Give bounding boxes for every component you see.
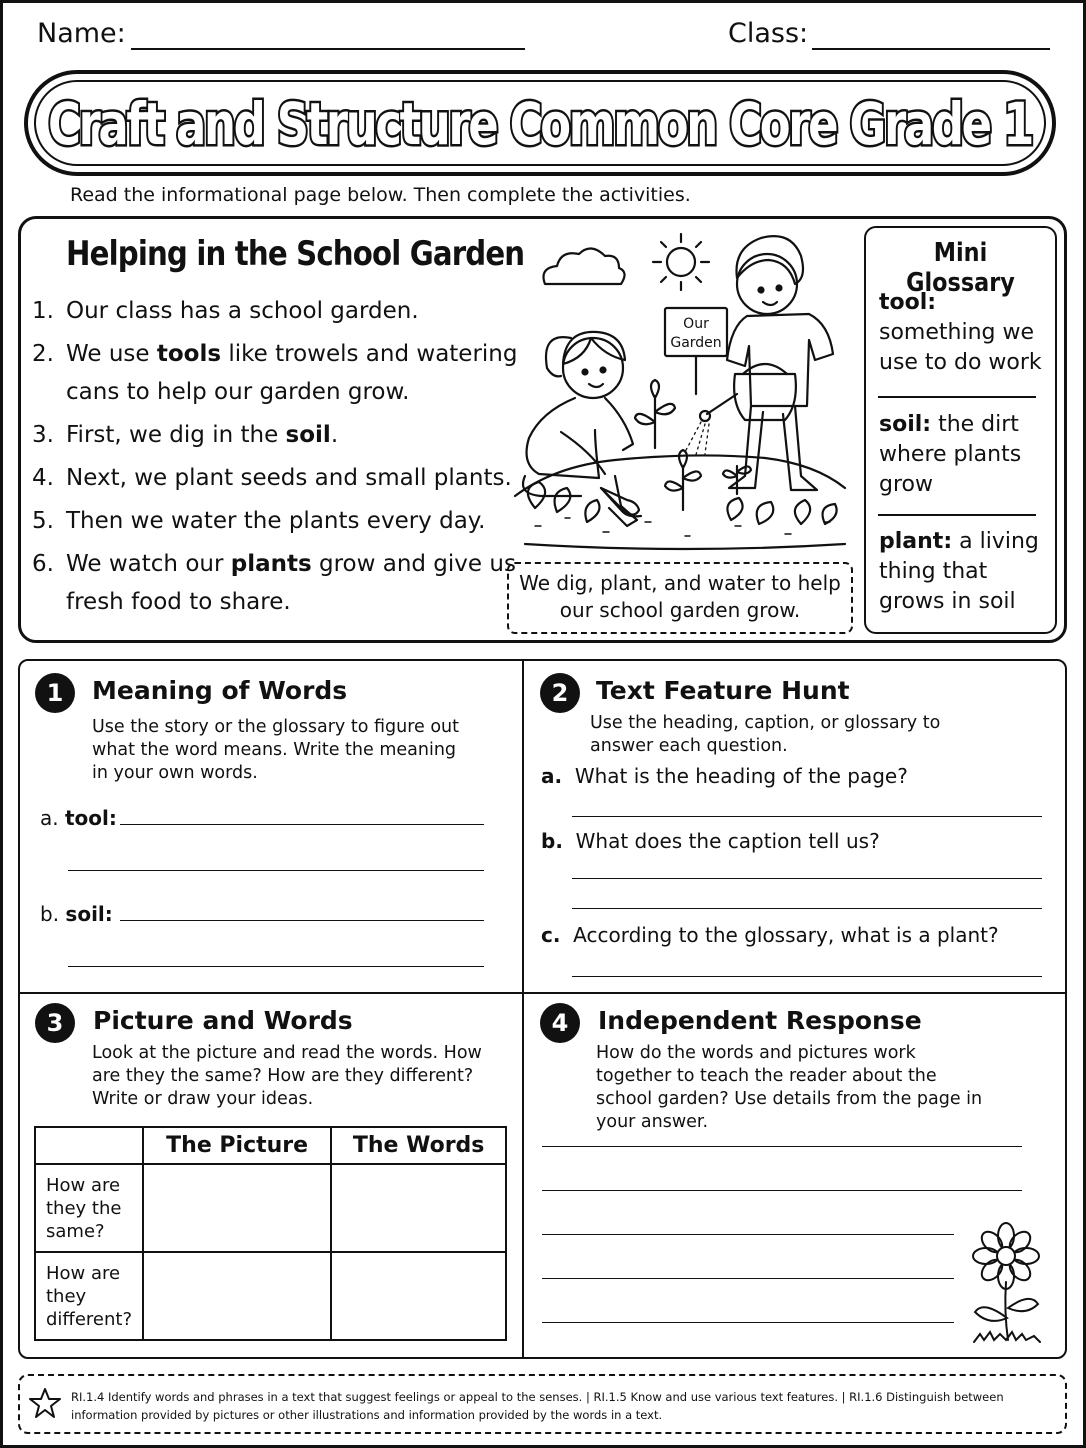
passage-item: 5. Then we water the plants every day.: [32, 508, 486, 534]
flower-icon: [966, 1222, 1050, 1346]
answer-line[interactable]: [542, 1234, 954, 1235]
section-title: Picture and Words: [93, 1006, 353, 1035]
page-title-text: Craft and Structure Common Core Grade 1: [48, 90, 1032, 158]
page-title: [24, 70, 1056, 176]
answer-line[interactable]: [68, 966, 484, 967]
table-header-picture: The Picture: [143, 1127, 331, 1164]
glossary-entry-soil: soil: the dirt where plants grow: [879, 412, 1022, 497]
section-title: Text Feature Hunt: [596, 676, 850, 705]
answer-line[interactable]: [572, 976, 1042, 977]
section-number-badge: 4: [540, 1003, 580, 1043]
answer-line[interactable]: [120, 824, 484, 825]
glossary-entry-tool: tool: something we use to do work: [879, 290, 1042, 375]
cloud-icon: [544, 248, 625, 284]
passage-item: 2. We use tools like trowels and watering cans to help our garden grow.: [32, 341, 518, 405]
class-field-line[interactable]: [812, 48, 1050, 50]
answer-line[interactable]: [542, 1146, 1022, 1147]
section-instructions: Use the heading, caption, or glossary to answer each question.: [590, 713, 941, 756]
answer-line[interactable]: [542, 1322, 954, 1323]
table-corner-cell: [35, 1127, 143, 1164]
answer-line[interactable]: [542, 1278, 954, 1279]
section-title: Meaning of Words: [92, 676, 348, 705]
passage-item: 3. First, we dig in the soil.: [32, 422, 339, 448]
question-a: a. What is the heading of the page?: [541, 764, 908, 788]
answer-line[interactable]: [572, 908, 1042, 909]
standards-text: RI.1.4 Identify words and phrases in a text that suggest feelings or appeal to the senses. | RI.1.5 Know and use various text features. | RI.1.6 Distinguish between information provided by pictures or other illustrations and information provided by the words in a text.: [71, 1390, 1004, 1422]
table-row-header-same: How are they the same?: [35, 1164, 143, 1252]
watering-can-icon: [700, 364, 796, 421]
name-label: Name:: [37, 18, 126, 49]
class-label: Class:: [728, 18, 809, 49]
svg-text:Our: Our: [683, 316, 709, 332]
passage-list: [32, 292, 532, 621]
garden-sign-icon: [665, 308, 727, 394]
table-header-words: The Words: [331, 1127, 506, 1164]
answer-line[interactable]: [572, 878, 1042, 879]
passage-item: 6. We watch our plants grow and give us fresh food to share.: [32, 551, 516, 615]
glossary-divider: [878, 514, 1036, 516]
plant-icon: [528, 380, 837, 524]
table-cell-picture-same[interactable]: [143, 1164, 331, 1252]
glossary-title: Mini Glossary: [906, 238, 1015, 298]
passage-heading: Helping in the School Garden: [66, 234, 525, 274]
svg-text:Garden: Garden: [670, 335, 722, 351]
answer-line[interactable]: [68, 870, 484, 871]
garden-illustration: [505, 226, 855, 554]
passage-item: 4. Next, we plant seeds and small plants.: [32, 465, 512, 491]
glossary-entry-plant: plant: a living thing that grows in soil: [879, 529, 1039, 614]
answer-line[interactable]: [120, 920, 484, 921]
section-title: Independent Response: [598, 1006, 922, 1035]
name-field-line[interactable]: [131, 48, 525, 50]
sun-icon: [653, 234, 709, 290]
section-number-badge: 3: [35, 1003, 75, 1043]
intro-instructions: Read the informational page below. Then complete the activities.: [70, 184, 691, 206]
girl-gardener-icon: [523, 332, 641, 526]
table-cell-words-same[interactable]: [331, 1164, 506, 1252]
glossary-divider: [878, 396, 1036, 398]
table-cell-picture-different[interactable]: [143, 1252, 331, 1340]
section-instructions: Look at the picture and read the words. How are they the same? How are they different? Write or draw your ideas.: [92, 1043, 482, 1109]
table-cell-words-different[interactable]: [331, 1252, 506, 1340]
question-b: b. What does the caption tell us?: [541, 829, 880, 853]
answer-line[interactable]: [542, 1190, 1022, 1191]
grid-divider-vertical: [522, 659, 524, 1359]
answer-line[interactable]: [572, 816, 1042, 817]
section-number-badge: 2: [540, 673, 580, 713]
passage-item: 1. Our class has a school garden.: [32, 298, 419, 324]
question-a: a. tool:: [40, 806, 117, 830]
boy-gardener-icon: [727, 236, 833, 490]
illustration-caption: We dig, plant, and water to help our school garden grow.: [507, 562, 853, 634]
section-instructions: Use the story or the glossary to figure out what the word means. Write the meaning in your own words.: [92, 717, 459, 783]
grid-divider-horizontal: [18, 992, 1067, 994]
question-c: c. According to the glossary, what is a plant?: [541, 923, 999, 947]
table-row-header-different: How are they different?: [35, 1252, 143, 1340]
star-icon: [28, 1386, 62, 1420]
section-instructions: How do the words and pictures work together to teach the reader about the school garden? Use details from the page in your answer.: [596, 1043, 983, 1132]
picture-words-table: [34, 1126, 507, 1341]
section-number-badge: 1: [35, 673, 75, 713]
question-b: b. soil:: [40, 902, 113, 926]
